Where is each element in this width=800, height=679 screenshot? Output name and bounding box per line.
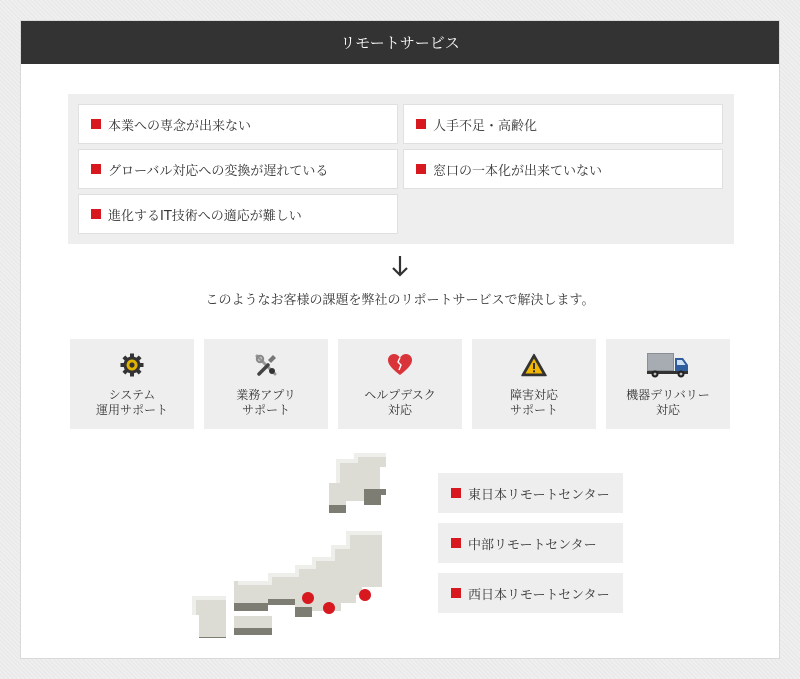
center-label: 西日本リモートセンター: [468, 587, 610, 603]
truck-icon: [646, 351, 690, 379]
service-label-line1: 機器デリバリー: [626, 388, 710, 402]
service-label-line2: 対応: [655, 403, 680, 417]
problem-item: [78, 104, 398, 144]
bullet-square-icon: [451, 488, 461, 498]
section-title: リモートサービス: [340, 34, 460, 52]
bullet-square-icon: [416, 119, 426, 129]
center-item-east: [438, 473, 623, 513]
service-card-system: [70, 339, 194, 429]
problem-text: 窓口の一本化が出来ていない: [433, 163, 603, 179]
service-label-line1: システム: [108, 388, 156, 402]
service-label-line2: 対応: [387, 403, 412, 417]
japan-map: [186, 453, 406, 638]
lead-text: このようなお客様の課題を弊社のリポートサービスで解決します。: [205, 293, 595, 308]
service-card-helpdesk: [338, 339, 462, 429]
arrow-down-icon: [391, 255, 409, 277]
warning-icon: [521, 353, 547, 377]
problem-text: 人手不足・高齢化: [433, 118, 538, 134]
bullet-square-icon: [91, 119, 101, 129]
gear-icon: [120, 353, 144, 377]
bullet-square-icon: [91, 209, 101, 219]
problem-item: [403, 149, 723, 189]
problem-text: グローバル対応への変換が遅れている: [108, 163, 329, 179]
center-label: 中部リモートセンター: [468, 537, 597, 553]
problem-item: [403, 104, 723, 144]
map-land: [192, 453, 386, 637]
center-marker-east: [359, 589, 371, 601]
service-label-line2: サポート: [509, 403, 558, 417]
bullet-square-icon: [451, 538, 461, 548]
center-item-west: [438, 573, 623, 613]
heart-icon: [387, 353, 413, 377]
center-item-chubu: [438, 523, 623, 563]
service-label-line1: 業務アプリ: [236, 388, 296, 402]
problems-box: [68, 94, 734, 244]
service-card-app: [204, 339, 328, 429]
section-header: [21, 21, 779, 64]
bullet-square-icon: [451, 588, 461, 598]
service-label-line1: ヘルプデスク: [364, 388, 436, 402]
remote-service-panel: [20, 20, 780, 659]
service-card-incident: [472, 339, 596, 429]
problem-item: [78, 149, 398, 189]
problem-text: 本業への専念が出来ない: [108, 118, 252, 134]
tools-icon: [253, 352, 279, 378]
service-label-line1: 障害対応: [509, 388, 558, 402]
center-label: 東日本リモートセンター: [468, 487, 610, 503]
problem-item: [78, 194, 398, 234]
bullet-square-icon: [91, 164, 101, 174]
service-label-line2: 運用サポート: [95, 403, 168, 417]
center-marker-west: [302, 592, 314, 604]
service-label-line2: サポート: [241, 403, 290, 417]
service-card-delivery: [606, 339, 730, 429]
bullet-square-icon: [416, 164, 426, 174]
problem-text: 進化するIT技術への適応が難しい: [108, 208, 302, 224]
center-marker-chubu: [323, 602, 335, 614]
